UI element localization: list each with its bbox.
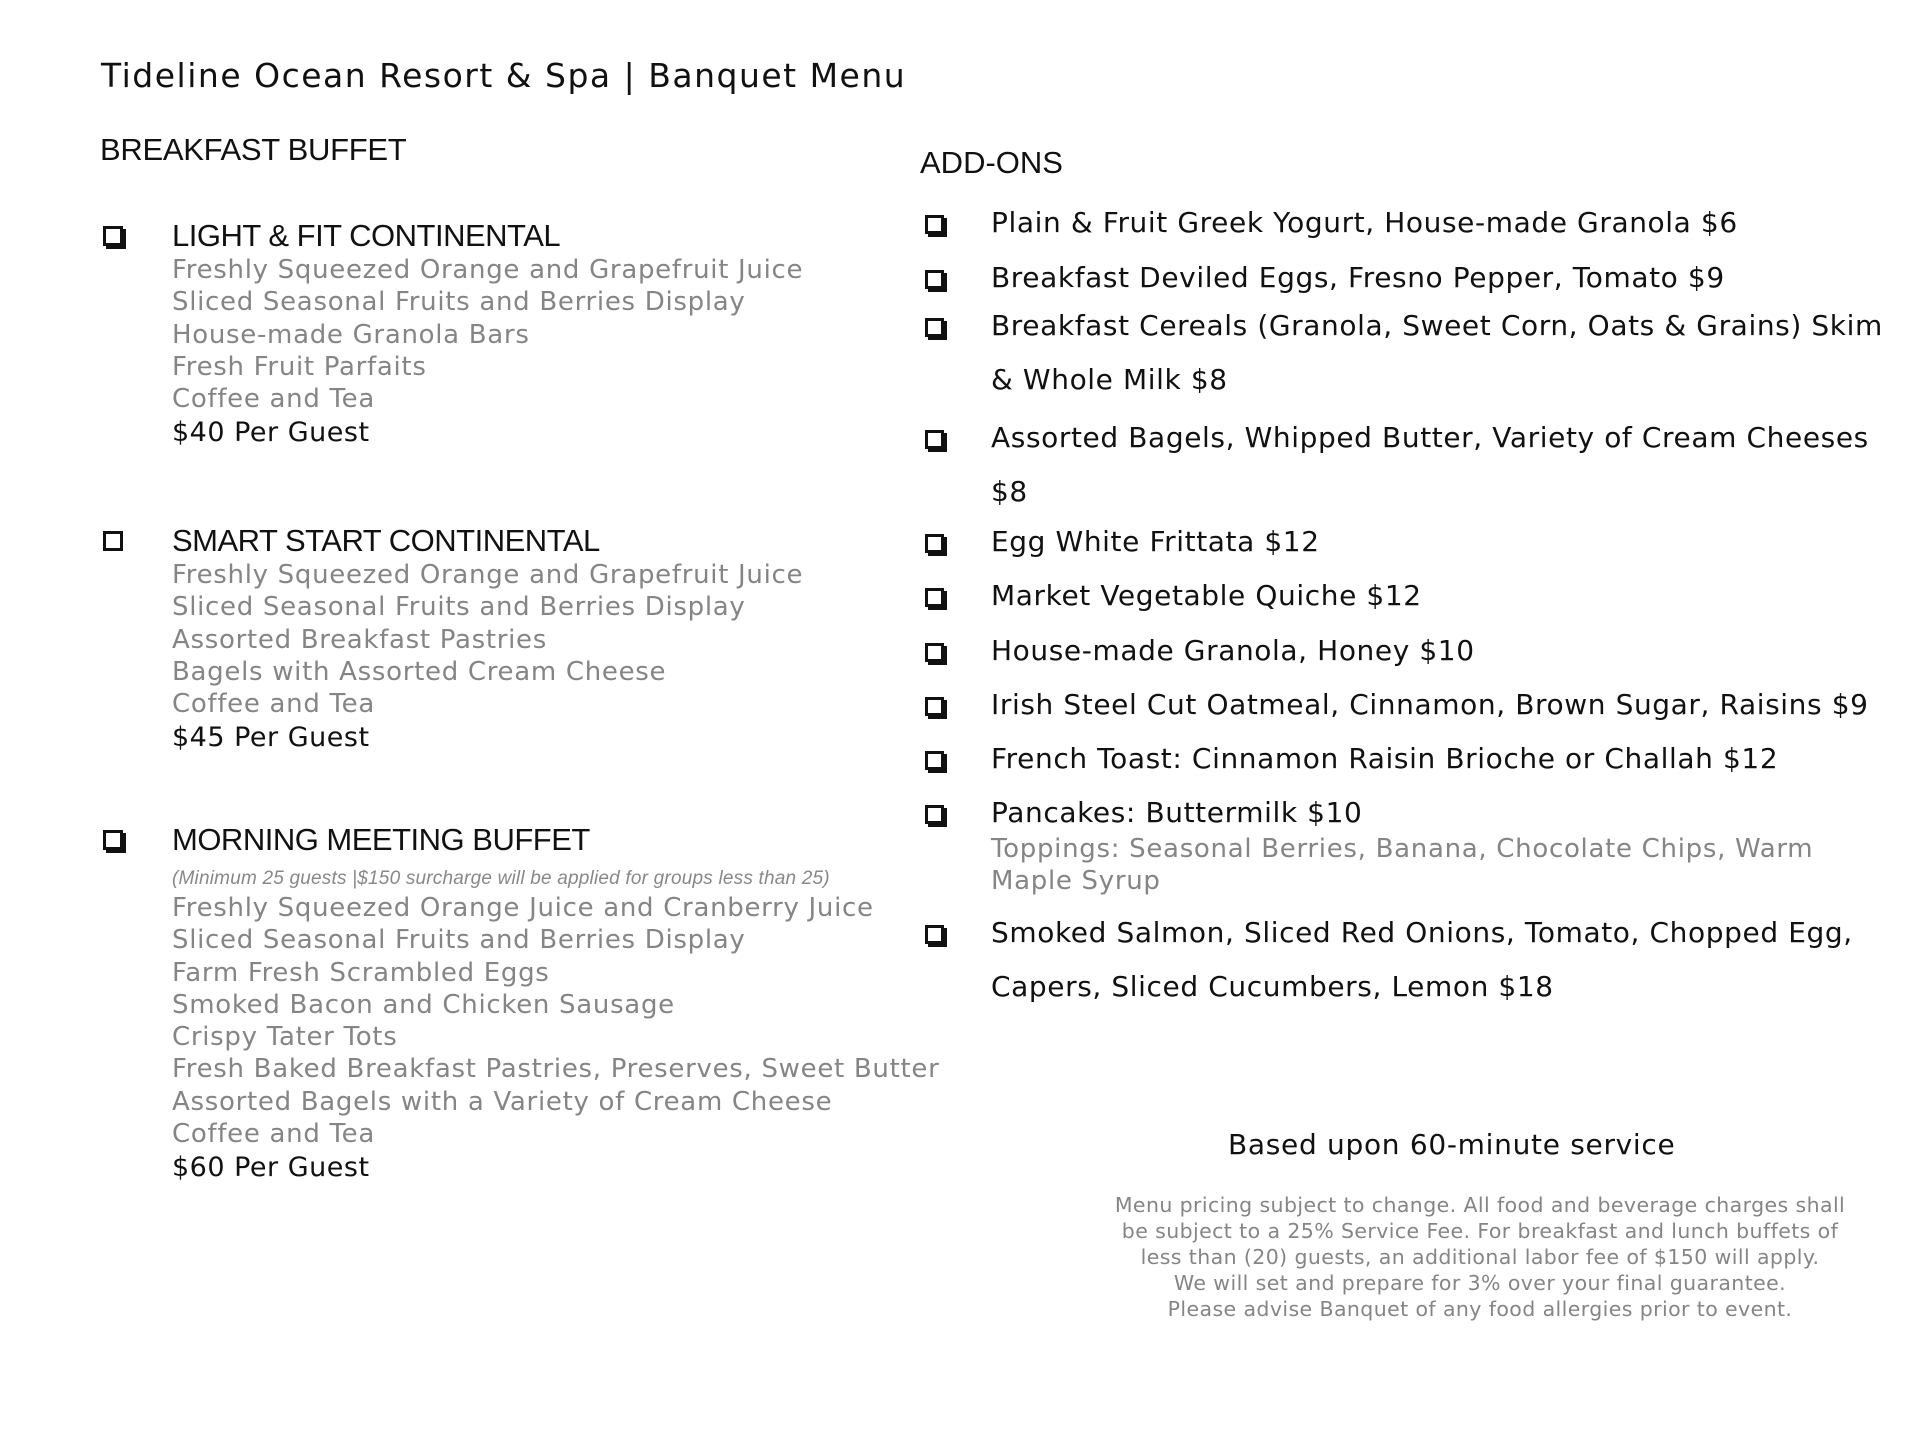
service-note: Based upon 60-minute service — [1228, 1128, 1676, 1161]
package-price: $40 Per Guest — [172, 417, 370, 449]
checkbox[interactable] — [925, 215, 944, 234]
package-note: (Minimum 25 guests |$150 surcharge will be applied for groups less than 25) — [172, 868, 830, 889]
disclaimer-line: Menu pricing subject to change. All food and beverage charges shall — [1114, 1193, 1846, 1217]
package-items — [172, 559, 803, 755]
list-item: Farm Fresh Scrambled Eggs — [172, 957, 550, 988]
list-item: Sliced Seasonal Fruits and Berries Display — [172, 925, 746, 956]
checkbox[interactable] — [925, 643, 944, 662]
package-name: LIGHT & FIT CONTINENTAL — [172, 218, 561, 253]
list-item: Coffee and Tea — [172, 384, 375, 415]
breakfast-buffet-title: BREAKFAST BUFFET — [100, 132, 407, 167]
checkbox[interactable] — [925, 751, 944, 770]
list-item: Bagels with Assorted Cream Cheese — [172, 656, 667, 687]
package-items — [172, 254, 803, 450]
list-item: Sliced Seasonal Fruits and Berries Display — [172, 287, 746, 318]
addons-title: ADD-ONS — [920, 145, 1063, 180]
list-item: House-made Granola Bars — [172, 319, 530, 350]
list-item: Fresh Fruit Parfaits — [172, 351, 427, 382]
addon-text: Smoked Salmon, Sliced Red Onions, Tomato, Chopped Egg, Capers, Sliced Cucumbers, Lemon $18 — [991, 916, 1853, 1003]
list-item: Crispy Tater Tots — [172, 1022, 398, 1053]
checkbox[interactable] — [103, 830, 123, 850]
addon-text: Irish Steel Cut Oatmeal, Cinnamon, Brown Sugar, Raisins $9 — [991, 688, 1869, 721]
disclaimer-line: less than (20) guests, an additional labor fee of $150 will apply. — [1140, 1245, 1820, 1269]
checkbox[interactable] — [103, 226, 123, 246]
addon-text: Egg White Frittata $12 — [991, 525, 1320, 558]
addon-text: Pancakes: Buttermilk $10 — [991, 796, 1363, 829]
list-item: Assorted Breakfast Pastries — [172, 624, 548, 655]
addon-text: Market Vegetable Quiche $12 — [991, 579, 1422, 612]
disclaimer-line: We will set and prepare for 3% over your final guarantee. — [1173, 1271, 1787, 1295]
checkbox[interactable] — [925, 697, 944, 716]
checkbox[interactable] — [925, 430, 944, 449]
addon-text: Plain & Fruit Greek Yogurt, House-made Granola $6 — [991, 206, 1738, 239]
package-price: $60 Per Guest — [172, 1152, 370, 1184]
addon-subtext: Toppings: Seasonal Berries, Banana, Chocolate Chips, Warm Maple Syrup — [991, 834, 1814, 896]
list-item: Coffee and Tea — [172, 689, 375, 720]
disclaimer-line: be subject to a 25% Service Fee. For breakfast and lunch buffets of — [1121, 1219, 1839, 1243]
list-item: Sliced Seasonal Fruits and Berries Display — [172, 592, 746, 623]
addon-text: Breakfast Cereals (Granola, Sweet Corn, Oats & Grains) Skim & Whole Milk $8 — [991, 309, 1883, 396]
disclaimer-line: Please advise Banquet of any food allergies prior to event. — [1167, 1297, 1793, 1321]
page-title: Tideline Ocean Resort & Spa | Banquet Menu — [101, 56, 907, 95]
checkbox[interactable] — [925, 270, 944, 289]
addon-text: Breakfast Deviled Eggs, Fresno Pepper, Tomato $9 — [991, 261, 1725, 294]
list-item: Smoked Bacon and Chicken Sausage — [172, 989, 675, 1020]
package-name: MORNING MEETING BUFFET — [172, 822, 590, 857]
checkbox[interactable] — [925, 925, 944, 944]
addon-text: Assorted Bagels, Whipped Butter, Variety of Cream Cheeses $8 — [991, 421, 1869, 508]
package-price: $45 Per Guest — [172, 722, 370, 754]
list-item: Fresh Baked Breakfast Pastries, Preserves, Sweet Butter — [172, 1054, 940, 1085]
checkbox[interactable] — [925, 534, 944, 553]
checkbox[interactable] — [925, 805, 944, 824]
list-item: Freshly Squeezed Orange and Grapefruit Juice — [172, 560, 804, 590]
list-item: Freshly Squeezed Orange and Grapefruit Juice — [172, 255, 804, 285]
list-item: Assorted Bagels with a Variety of Cream Cheese — [172, 1086, 833, 1117]
package-items — [172, 866, 939, 1185]
addon-text: French Toast: Cinnamon Raisin Brioche or Challah $12 — [991, 742, 1779, 775]
list-item: Coffee and Tea — [172, 1119, 375, 1150]
list-item: Freshly Squeezed Orange Juice and Cranberry Juice — [172, 893, 874, 923]
checkbox[interactable] — [925, 318, 944, 337]
checkbox[interactable] — [925, 588, 944, 607]
package-name: SMART START CONTINENTAL — [172, 523, 600, 558]
disclaimer — [1040, 1192, 1920, 1322]
addon-text: House-made Granola, Honey $10 — [991, 634, 1475, 667]
checkbox[interactable] — [103, 531, 123, 551]
